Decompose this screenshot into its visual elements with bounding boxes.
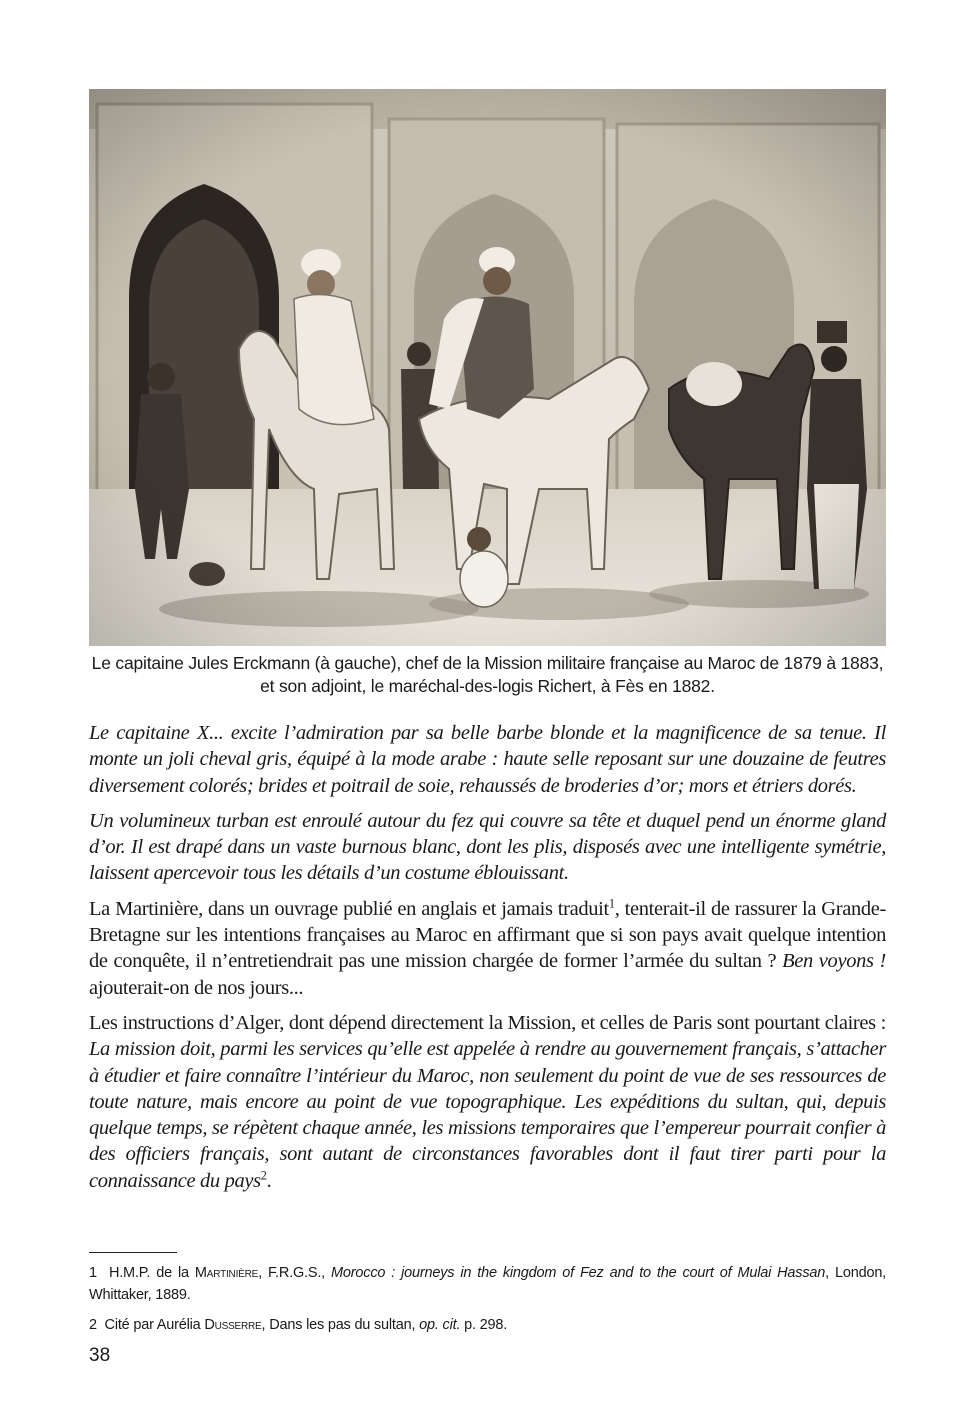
footnote-1	[89, 1262, 886, 1306]
fn1-author: Martinière	[194, 1265, 259, 1281]
fn1-title: Morocco : journeys in the kingdom of Fez and to the court of Mulai Hassan	[331, 1265, 826, 1281]
fn1-pre: H.M.P. de la	[108, 1265, 195, 1281]
footnotes	[89, 1262, 886, 1344]
p4-text-a: Les instructions d’Alger, dont dépend directement la Mission, et celles de Paris sont pourtant claires :	[89, 1011, 886, 1034]
fn2-op-cit: op. cit.	[419, 1317, 461, 1333]
main-text	[89, 720, 886, 1203]
p3-text-a: La Martinière, dans un ouvrage publié en anglais et jamais traduit	[89, 897, 609, 920]
historical-photograph	[89, 89, 886, 646]
fn2-post: p. 298.	[460, 1317, 508, 1333]
quote-2: Un volumineux turban est enroulé autour du fez qui couvre sa tête et duquel pend un énorme gland d’or. Il est drapé dans un vaste burnous blanc, dont les plis, disposés avec une intelligente symétrie, laissent apercevoir tous les détails d’un costume éblouissant.	[89, 809, 886, 885]
photo-caption	[60, 652, 915, 698]
footnote-ref-1: 1	[608, 896, 615, 911]
footnote-divider	[89, 1252, 177, 1253]
paragraph-2	[89, 808, 886, 887]
fn1-mid: , F.R.G.S.,	[258, 1265, 332, 1281]
paragraph-3	[89, 896, 886, 1001]
p4-end: .	[266, 1169, 272, 1192]
fn2-mid: , Dans les pas du sultan,	[261, 1317, 420, 1333]
caption-line-2: et son adjoint, le maréchal-des-logis Richert, à Fès en 1882.	[260, 676, 715, 696]
paragraph-4	[89, 1010, 886, 1194]
footnote-2	[89, 1314, 886, 1336]
p4-quote: La mission doit, parmi les services qu’elle est appelée à rendre au gouvernement français, s’attacher à étudier et faire connaître l’intérieur du Maroc, non seulement du point de vue de ses ressources de toute nature, mais encore au point de vue topographique. Les expéditions du sultan, qui, depuis quelque temps, se répètent chaque année, les missions temporaires que l’empereur pourrait confier à des officiers français, sont autant de circonstances favorables dont il faut tirer parti pour la connaissance du pays	[89, 1038, 886, 1192]
fn1-number: 1	[89, 1265, 97, 1281]
fn2-number: 2	[89, 1317, 97, 1333]
p3-text-b: , tenterait-il de rassurer la Grande-Bretagne sur les intentions françaises au Maroc en affirmant que si son pays avait quelque intention de conquête, il n’entretiendrait pas une mission chargée de former l’armée du sultan ?	[89, 897, 886, 973]
fn1-post: , London, Whittaker, 1889.	[89, 1265, 887, 1303]
paragraph-1	[89, 720, 886, 799]
page-number: 38	[89, 1345, 111, 1366]
p3-text-c: ajouterait-on de nos jours...	[89, 976, 304, 999]
caption-line-1: Le capitaine Jules Erckmann (à gauche), chef de la Mission militaire française au Maroc de 1879 à 1883,	[91, 653, 884, 673]
fn2-author: Dusserre	[204, 1317, 262, 1333]
footnote-ref-2: 2	[260, 1168, 267, 1183]
p3-emphasis: Ben voyons !	[782, 950, 886, 973]
quote-1: Le capitaine X... excite l’admiration par sa belle barbe blonde et la magnificence de sa tenue. Il monte un joli cheval gris, équipé à la mode arabe : haute selle reposant sur une douzaine de feutres diversement colorés; brides et poitrail de soie, rehaussés de broderies d’or; mors et étriers dorés.	[89, 722, 886, 797]
fn2-pre: Cité par Aurélia	[104, 1317, 205, 1333]
